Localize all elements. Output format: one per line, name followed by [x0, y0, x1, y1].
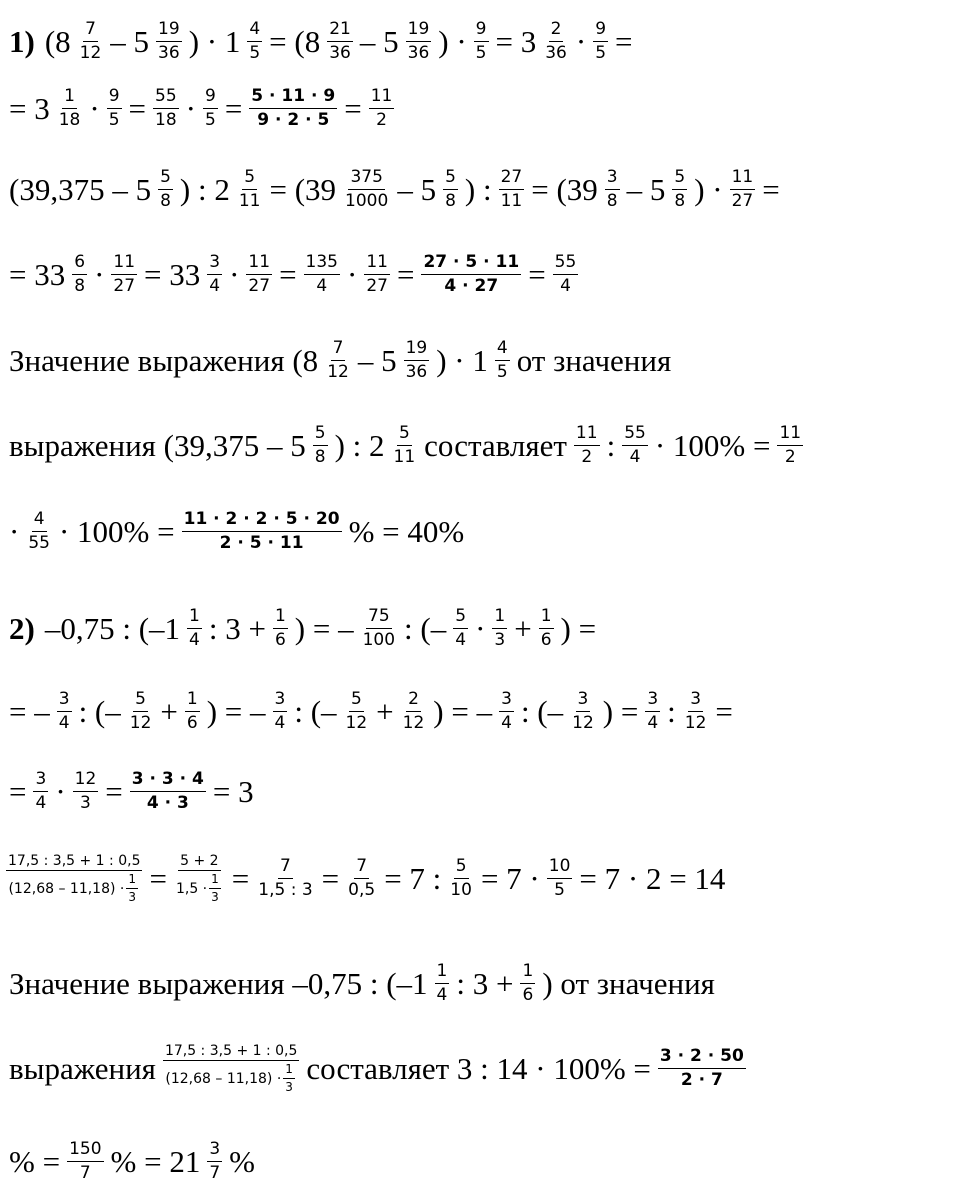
fraction: 19 36: [407, 19, 430, 63]
fraction: 7 12: [327, 338, 349, 382]
fraction: 1 3: [494, 606, 506, 650]
p2-line2: = – 3 4 : (– 5 12 + $\frac{1}{6}$ ) = – 3 4 : (– 5 12 + $\frac{2}{12}$ ) = – 3 4 : (– 3 12 ) = $\frac{3}{4}$ : $\frac{3}{12}$ =: [9, 689, 733, 733]
p2-line7: % = $\frac{150}{7}$ % = 21 3 7 %: [9, 1139, 255, 1183]
fraction: 3 4: [501, 689, 512, 733]
fraction: $\frac{11}{2}$: [370, 86, 393, 130]
fraction: $\frac{7}{1,5 : 3}$: [258, 856, 313, 900]
fraction: 5 8: [445, 167, 456, 211]
fraction: $\frac{10}{5}$: [548, 856, 571, 900]
p2-line5: Значение выражения –0,75 : (–1 1 4 : 3 + $\frac{1}{6}$ ) от значения: [9, 961, 715, 1005]
complex-fraction: 17,5 : 3,5 + 1 : 0,5 (12,68 – 11,18) · $\frac{1}{3}$: [8, 853, 141, 904]
fraction: $\frac{1}{6}$: [540, 606, 552, 650]
fraction: 55 4: [624, 423, 646, 467]
fraction: 3 4: [274, 689, 286, 733]
p1-line2: = 3 1 18 · $\frac{9}{5}$ = $\frac{55}{18}$ · $\frac{9}{5}$ = $\frac{5 \cdot 11 \cdot 9}{9 \cdot 2 \cdot 5}$ = $\frac{11}{2}$: [9, 86, 393, 130]
fraction: $\frac{3}{4}$: [35, 769, 47, 813]
fraction: 5 8: [674, 167, 686, 211]
fraction: $\frac{150}{7}$: [69, 1139, 102, 1183]
fraction: 19 36: [405, 338, 428, 382]
fraction: $\frac{9}{5}$: [595, 19, 607, 63]
fraction: 19 36: [158, 19, 180, 63]
part2-label: 2): [9, 611, 35, 647]
fraction: 4 55: [28, 509, 50, 553]
fraction: 5 8: [314, 423, 326, 467]
fraction: 5 8: [160, 167, 171, 211]
fraction: $\frac{1}{6}$: [522, 961, 534, 1005]
fraction: $\frac{135}{4}$: [305, 252, 338, 296]
fraction: $\frac{1}{6}$: [186, 689, 198, 733]
fraction: $\frac{5 \cdot 11 \cdot 9}{9 \cdot 2 \cdot 5}$: [251, 86, 336, 130]
fraction: 6 8: [74, 252, 86, 296]
p2-line4: 17,5 : 3,5 + 1 : 0,5 (12,68 – 11,18) · $\frac{1}{3}$ = 5 + 2 1,5 · $\frac{1}{3}$ = $\frac{7}{1,5 : 3}$ = $\frac{7}{0,5}$ = 7 : $\frac{5}{10}$ = 7 · $\frac{10}{5}$ = 7 · 2 = 14: [8, 853, 726, 904]
fraction: 11 2: [575, 423, 598, 467]
fraction: 5 12: [345, 689, 368, 733]
fraction: $\frac{3 \cdot 3 \cdot 4}{4 \cdot 3}$: [131, 769, 204, 813]
fraction: $\frac{9}{5}$: [108, 86, 120, 130]
fraction: $\frac{2}{12}$: [402, 689, 425, 733]
fraction: 3 8: [606, 167, 618, 211]
fraction: $\frac{11}{27}$: [248, 252, 271, 296]
fraction: 3 4: [58, 689, 70, 733]
fraction: $\frac{5}{10}$: [450, 856, 472, 900]
fraction: 375 1000: [345, 167, 389, 211]
fraction: 1 18: [58, 86, 81, 130]
p1-line4: = 33 6 8 · $\frac{11}{27}$ = 33 3 4 · $\frac{11}{27}$ = $\frac{135}{4}$ · $\frac{11}{27}$ = $\frac{27 \cdot 5 \cdot 11}{4 \cdot 27}$ = $\frac{55}{4}$: [9, 252, 577, 296]
fraction: $\frac{11}{2}$: [779, 423, 802, 467]
fraction: 7 12: [79, 19, 102, 63]
fraction: $\frac{5}{11}$: [238, 167, 261, 211]
fraction: 5 11: [393, 423, 416, 467]
fraction: 75 100: [362, 606, 396, 650]
fraction: $\frac{3 \cdot 2 \cdot 50}{2 \cdot 7}$: [659, 1046, 744, 1090]
complex-fraction: 17,5 : 3,5 + 1 : 0,5 (12,68 – 11,18) · $\frac{1}{3}$: [164, 1043, 298, 1094]
fraction: $\frac{1}{6}$: [274, 606, 286, 650]
fraction: 3 4: [209, 252, 221, 296]
fraction: $\frac{11}{27}$: [113, 252, 136, 296]
fraction: $\frac{55}{4}$: [554, 252, 577, 296]
p1-line6: выражения (39,375 – 5 5 8 ) : 2 5 11 составляет 11 2 : 55 4 · 100% = $\frac{11}{2}$: [9, 423, 802, 467]
p1-line1: 1) (8 7 12 – 5 19 36 ) · 1 $\frac{4}{5}$ = (8 21 36 – 5 19 36 ) · $\frac{9}{5}$ = 3 2 36 · $\frac{9}{5}$ =: [9, 19, 633, 63]
fraction: 1 4: [436, 961, 448, 1005]
fraction: 3 7: [209, 1139, 221, 1183]
fraction: $\frac{11}{27}$: [366, 252, 388, 296]
p1-line3: (39,375 – 5 5 8 ) : 2 $\frac{5}{11}$ = (39 375 1000 – 5 5 8 ) : $\frac{27}{11}$ = (39 3 8 – 5 5 8 ) · $\frac{11}{27}$ =: [9, 167, 780, 211]
fraction: $\frac{12}{3}$: [74, 769, 97, 813]
fraction: 21 36: [329, 19, 351, 63]
fraction: $\frac{55}{18}$: [155, 86, 177, 130]
fraction: $\frac{11}{27}$: [731, 167, 754, 211]
fraction: 4 5: [496, 338, 508, 382]
complex-fraction: 5 + 2 1,5 · $\frac{1}{3}$: [175, 853, 219, 904]
fraction: $\frac{3}{4}$: [647, 689, 659, 733]
fraction: $\frac{11 \cdot 2 \cdot 2 \cdot 5 \cdot 20}{2 \cdot 5 \cdot 11}$: [183, 509, 340, 553]
p2-line3: = $\frac{3}{4}$ · $\frac{12}{3}$ = $\frac{3 \cdot 3 \cdot 4}{4 \cdot 3}$ = 3: [9, 769, 254, 813]
fraction: 5 4: [455, 606, 467, 650]
fraction: 3 12: [572, 689, 594, 733]
fraction: $\frac{27 \cdot 5 \cdot 11}{4 \cdot 27}$: [423, 252, 520, 296]
fraction: 1 4: [189, 606, 200, 650]
fraction: $\frac{9}{5}$: [475, 19, 487, 63]
p2-line6: выражения 17,5 : 3,5 + 1 : 0,5 (12,68 – 11,18) · $\frac{1}{3}$ составляет 3 : 14 · 100% = $\frac{3 \cdot 2 \cdot 50}{2 \cdot 7}$: [9, 1043, 744, 1094]
fraction: 2 36: [545, 19, 567, 63]
p1-line5: Значение выражения (8 7 12 – 5 19 36 ) · 1 4 5 от значения: [9, 338, 672, 382]
fraction: 5 12: [129, 689, 152, 733]
fraction: $\frac{4}{5}$: [249, 19, 261, 63]
fraction: $\frac{3}{12}$: [684, 689, 707, 733]
part1-label: 1): [9, 24, 35, 60]
p1-line7: · 4 55 · 100% = $\frac{11 \cdot 2 \cdot 2 \cdot 5 \cdot 20}{2 \cdot 5 \cdot 11}$ % = 40%: [9, 509, 465, 553]
fraction: $\frac{9}{5}$: [204, 86, 216, 130]
p2-line1: 2) –0,75 : (–1 1 4 : 3 + $\frac{1}{6}$ ) = – 75 100 : (– 5 4 · 1 3 + $\frac{1}{6}$ ) =: [9, 606, 597, 650]
fraction: $\frac{27}{11}$: [500, 167, 523, 211]
fraction: $\frac{7}{0,5}$: [348, 856, 376, 900]
